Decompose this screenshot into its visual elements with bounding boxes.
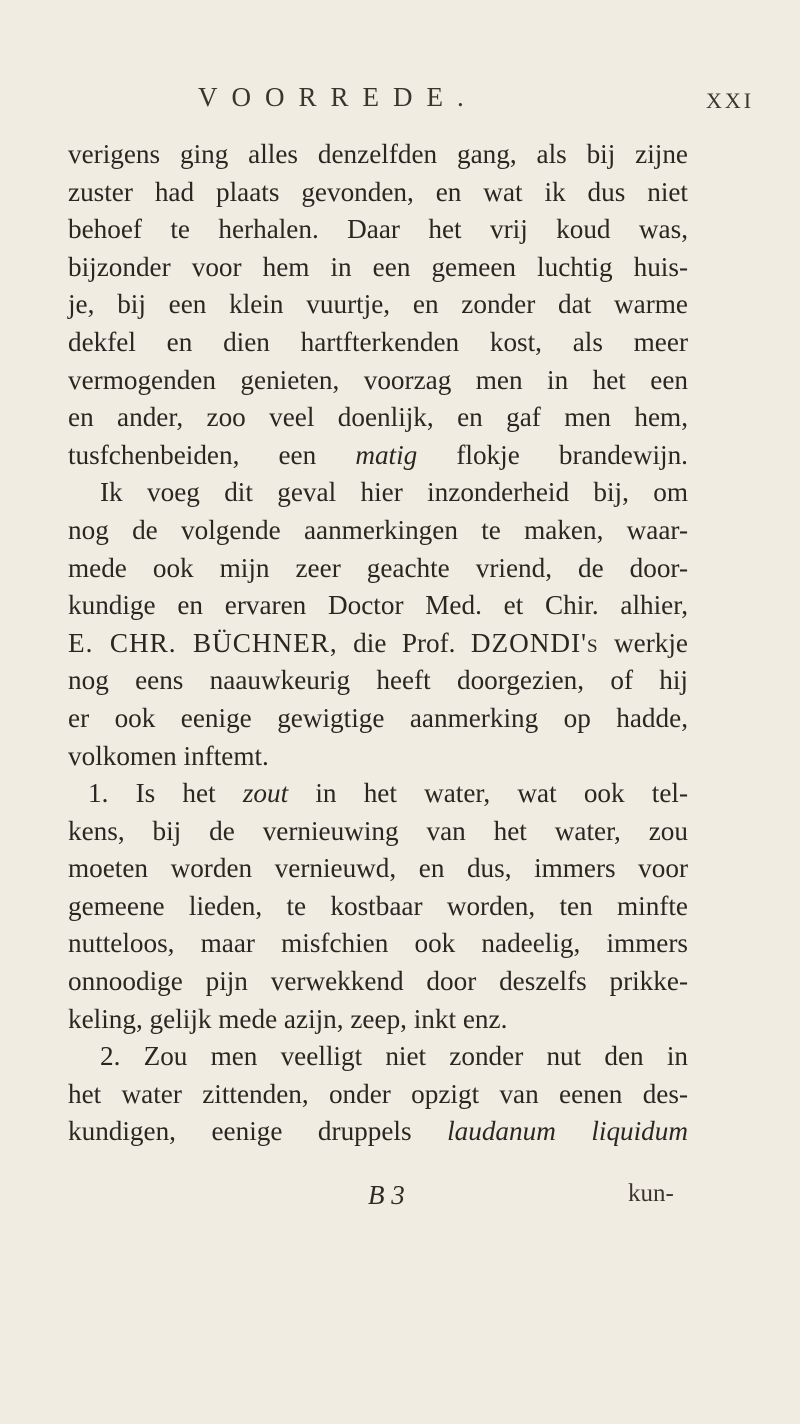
text-run: kundigen, eenige druppels xyxy=(68,1116,412,1147)
text-run: flokje brandewijn. xyxy=(456,439,688,470)
text-line xyxy=(68,437,688,475)
text-line: het water zittenden, onder opzigt van eenen des- xyxy=(68,1078,688,1109)
page-number: XXI xyxy=(706,88,755,113)
text-run: in het water, wat ook tel- xyxy=(315,778,689,809)
text-line: moeten worden vernieuwd, en dus, immers voor xyxy=(68,853,688,884)
body-text xyxy=(68,136,688,1151)
text-line: 2. Zou men veelligt niet zonder nut den in xyxy=(100,1041,688,1072)
italic-word: laudanum liquidum xyxy=(447,1116,689,1147)
running-head: VOORREDE. xyxy=(198,82,478,112)
text-line: nutteloos, maar misfchien ook nadeelig, immers xyxy=(68,928,688,959)
text-run: die Prof. xyxy=(353,627,456,658)
text-line: er ook eenige gewigtige aanmerking op hadde, xyxy=(68,702,688,733)
text-line: bijzonder voor hem in een gemeen luchtig huis- xyxy=(68,251,688,282)
text-line: vermogenden genieten, voorzag men in het een xyxy=(68,364,688,395)
text-line: kens, bij de vernieuwing van het water, zou xyxy=(68,815,688,846)
person-name: DZONDI's xyxy=(470,627,599,658)
text-line: volkomen inftemt. xyxy=(68,740,269,771)
person-name: E. CHR. BÜCHNER, xyxy=(68,627,338,658)
text-line: dekfel en dien hartfterkenden kost, als meer xyxy=(68,326,688,357)
italic-word: zout xyxy=(242,778,289,809)
page-footer xyxy=(0,1176,800,1216)
text-line: gemeene lieden, te kostbaar worden, ten minfte xyxy=(68,890,688,921)
text-line: mede ook mijn zeer geachte vriend, de door- xyxy=(68,552,688,583)
italic-word: matig xyxy=(355,439,418,470)
text-line: Ik voeg dit geval hier inzonderheid bij, om xyxy=(100,477,688,508)
text-line: behoef te herhalen. Daar het vrij koud was, xyxy=(68,214,688,245)
page-header xyxy=(0,78,800,118)
signature-mark: B 3 xyxy=(368,1180,405,1210)
text-run: tusfchenbeiden, een xyxy=(68,439,317,470)
text-run: 1. Is het xyxy=(88,778,216,809)
text-line: keling, gelijk mede azijn, zeep, inkt enz. xyxy=(68,1003,508,1034)
text-line: zuster had plaats gevonden, en wat ik dus niet xyxy=(68,176,688,207)
text-line xyxy=(68,775,688,813)
text-line: nog eens naauwkeurig heeft doorgezien, of hij xyxy=(68,665,688,696)
text-line: onnoodige pijn verwekkend door deszelfs prikke- xyxy=(68,966,688,997)
text-line: verigens ging alles denzelfden gang, als bij zijne xyxy=(68,139,688,169)
catchword: kun- xyxy=(628,1180,674,1207)
text-line: kundige en ervaren Doctor Med. et Chir. alhier, xyxy=(68,590,688,621)
text-line: nog de volgende aanmerkingen te maken, waar- xyxy=(68,514,688,545)
text-line xyxy=(68,1113,688,1151)
text-line: je, bij een klein vuurtje, en zonder dat warme xyxy=(68,289,688,320)
text-run: werkje xyxy=(614,627,689,658)
text-line: en ander, zoo veel doenlijk, en gaf men hem, xyxy=(68,402,688,433)
text-line xyxy=(68,625,688,663)
